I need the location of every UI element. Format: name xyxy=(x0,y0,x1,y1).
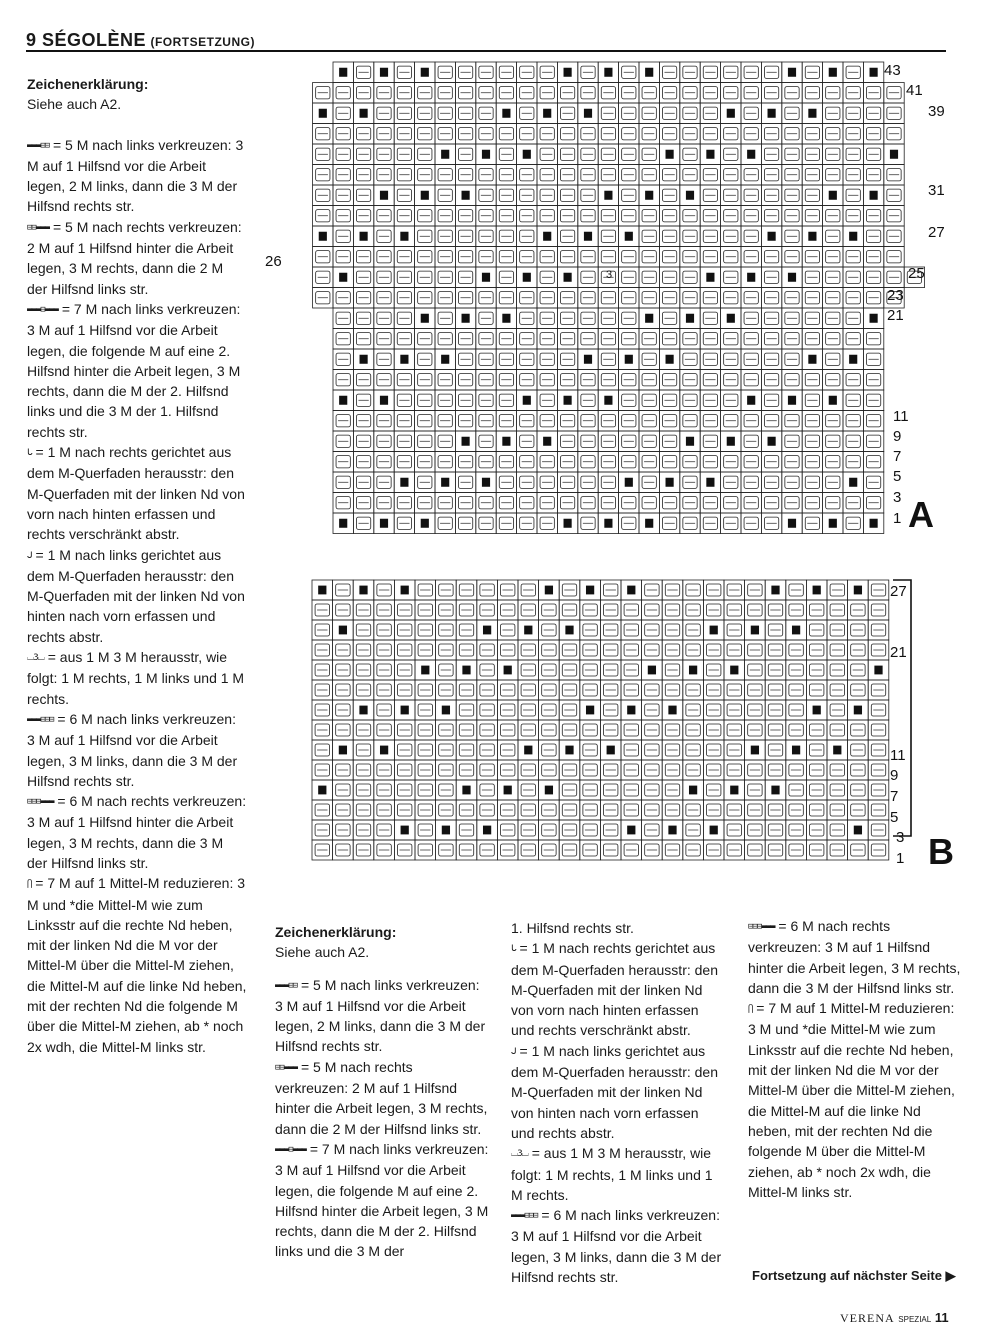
stitch-knit-icon xyxy=(706,150,714,159)
legend-item-text: = 1 M nach links gerichtet aus dem M-Querfaden herausstr: den M-Querfaden mit der linken Nd von hinten nach vorn erfassen und rechts abstr. xyxy=(27,546,245,645)
stitch-knit-icon xyxy=(483,626,491,635)
stitch-knit-icon xyxy=(625,355,633,364)
stitch-knit-icon xyxy=(442,706,450,715)
stitch-knit-icon xyxy=(504,786,512,795)
row-number: 31 xyxy=(928,182,945,199)
stitch-knit-icon xyxy=(792,626,800,635)
chart-a-label: A xyxy=(908,494,934,535)
stitch-knit-icon xyxy=(524,746,532,755)
stitch-knit-icon xyxy=(771,786,779,795)
stitch-knit-icon xyxy=(727,437,735,446)
row-number: 26 xyxy=(265,253,282,270)
legend-item-text: = 1 M nach rechts gerichtet aus dem M-Querfaden herausstr: den M-Querfaden mit der linken Nd von vorn nach hinten erfassen und rechts verschränkt abstr. xyxy=(511,940,718,1039)
stitch-knit-icon xyxy=(421,191,429,200)
row-number: 9 xyxy=(890,767,899,784)
row-number: 27 xyxy=(928,224,945,241)
stitch-knit-icon xyxy=(808,355,816,364)
legend-item-text: = 1 M nach links gerichtet aus dem M-Querfaden herausstr: den M-Querfaden mit der linken Nd von hinten nach vorn erfassen und rechts abstr. xyxy=(511,1042,718,1141)
stitch-knit-icon xyxy=(502,437,510,446)
stitch-knit-icon xyxy=(727,109,735,118)
stitch-knit-icon xyxy=(565,746,573,755)
stitch-knit-icon xyxy=(870,314,878,323)
stitch-symbol-icon: ᒍ xyxy=(27,550,32,561)
legend-item-text: = 6 M nach links verkreuzen: 3 M auf 1 Hilfsnd vor die Arbeit legen, 3 M links, dann die 3 M der Hilfsnd rechts str. xyxy=(511,1207,722,1286)
stitch-knit-icon xyxy=(584,232,592,241)
stitch-knit-icon xyxy=(604,68,612,77)
stitch-knit-icon xyxy=(727,314,735,323)
row-number: 39 xyxy=(928,103,945,120)
stitch-knit-icon xyxy=(339,68,347,77)
stitch-knit-icon xyxy=(833,746,841,755)
stitch-knit-icon xyxy=(543,437,551,446)
stitch-symbol-icon: ▬▬▬⊟⊟⊟ xyxy=(27,714,54,725)
stitch-knit-icon xyxy=(483,826,491,835)
row-number: 25 xyxy=(908,265,925,282)
stitch-knit-icon xyxy=(380,396,388,405)
stitch-knit-icon xyxy=(747,273,755,282)
stitch-knit-icon xyxy=(462,437,470,446)
stitch-knit-icon xyxy=(482,273,490,282)
stitch-knit-icon xyxy=(710,826,718,835)
stitch-knit-icon xyxy=(400,232,408,241)
stitch-knit-icon xyxy=(870,191,878,200)
legend-item-text: = 6 M nach links verkreuzen: 3 M auf 1 Hilfsnd vor die Arbeit legen, 3 M links, dann die 3 M der Hilfsnd rechts str. xyxy=(27,710,238,789)
stitch-knit-icon xyxy=(854,586,862,595)
page-footer xyxy=(840,1310,949,1326)
stitch-knit-icon xyxy=(318,586,326,595)
stitch-knit-icon xyxy=(829,68,837,77)
stitch-knit-icon xyxy=(710,626,718,635)
legend-item-text: = 7 M nach links verkreuzen: 3 M auf 1 Hilfsnd vor die Arbeit legen, die folgende M auf eine 2. Hilfsnd hinter die Arbeit legen, 3 M rechts, dann die M der 2. Hilfsnd links und die 3 M der xyxy=(275,1140,489,1260)
stitch-knit-icon xyxy=(380,191,388,200)
stitch-knit-icon xyxy=(890,150,898,159)
row-number: 11 xyxy=(893,408,909,425)
stitch-knit-icon xyxy=(604,396,612,405)
stitch-knit-icon xyxy=(645,519,653,528)
stitch-symbol-icon: ᒐ xyxy=(511,944,516,955)
legend-item-text: = 5 M nach links verkreuzen: 3 M auf 1 Hilfsnd vor die Arbeit legen, 2 M links, dann die 3 M der Hilfsnd rechts str. xyxy=(27,136,244,215)
stitch-knit-icon xyxy=(421,519,429,528)
stitch-symbol-icon: ▬▬▬⊟⊟ xyxy=(275,980,298,991)
stitch-knit-icon xyxy=(854,706,862,715)
stitch-knit-icon xyxy=(849,355,857,364)
row-number: 3 xyxy=(893,489,902,506)
stitch-knit-icon xyxy=(524,626,532,635)
stitch-knit-icon xyxy=(788,519,796,528)
stitch-knit-icon xyxy=(874,666,882,675)
stitch-knit-icon xyxy=(360,109,368,118)
stitch-knit-icon xyxy=(768,437,776,446)
chart-b-row-labels xyxy=(890,583,907,867)
chart-b-grid xyxy=(312,580,889,860)
stitch-knit-icon xyxy=(668,826,676,835)
stitch-knit-icon xyxy=(543,232,551,241)
stitch-knit-icon xyxy=(604,519,612,528)
stitch-knit-icon xyxy=(401,826,409,835)
stitch-symbol-icon: ⋂ xyxy=(27,879,32,890)
stitch-knit-icon xyxy=(870,68,878,77)
row-number: 27 xyxy=(890,583,907,600)
stitch-knit-icon xyxy=(339,626,347,635)
legend-item-text: = 5 M nach links verkreuzen: 3 M auf 1 Hilfsnd vor die Arbeit legen, 2 M links, dann die 3 M der Hilfsnd rechts str. xyxy=(275,976,486,1055)
stitch-symbol-icon: ▬▬▬⊟⊟ xyxy=(27,140,50,151)
stitch-knit-icon xyxy=(564,273,572,282)
stitch-knit-icon xyxy=(706,478,714,487)
stitch-knit-icon xyxy=(849,232,857,241)
stitch-knit-icon xyxy=(318,786,326,795)
stitch-symbol-icon: ⋂ xyxy=(748,1004,753,1015)
stitch-knit-icon xyxy=(771,586,779,595)
stitch-knit-icon xyxy=(319,232,327,241)
stitch-knit-icon xyxy=(462,314,470,323)
stitch-knit-icon xyxy=(706,273,714,282)
row-number: 43 xyxy=(884,62,901,79)
stitch-knit-icon xyxy=(564,396,572,405)
stitch-knit-icon xyxy=(813,706,821,715)
stitch-knit-icon xyxy=(523,273,531,282)
stitch-knit-icon xyxy=(625,478,633,487)
stitch-knit-icon xyxy=(441,478,449,487)
legend-item-text: = 5 M nach rechts verkreuzen: 2 M auf 1 Hilfsnd hinter die Arbeit legen, 3 M rechts, dann die 2 M der Hilfsnd links str. xyxy=(275,1058,488,1137)
row-number: 23 xyxy=(887,287,904,304)
row-number: 7 xyxy=(893,448,902,465)
stitch-knit-icon xyxy=(502,109,510,118)
stitch-knit-icon xyxy=(645,68,653,77)
stitch-knit-icon xyxy=(545,786,553,795)
stitch-knit-icon xyxy=(584,109,592,118)
stitch-knit-icon xyxy=(421,68,429,77)
stitch-knit-icon xyxy=(689,666,697,675)
row-number: 3 xyxy=(896,829,905,846)
stitch-knit-icon xyxy=(482,478,490,487)
row-number: 21 xyxy=(887,307,904,324)
stitch-knit-icon xyxy=(854,826,862,835)
stitch-knit-icon xyxy=(360,232,368,241)
stitch-symbol-icon: ᒐ xyxy=(27,448,32,459)
stitch-symbol-icon: ᒍ xyxy=(511,1046,516,1057)
stitch-knit-icon xyxy=(627,586,635,595)
legend-bottom-see-also: Siehe auch A2. xyxy=(275,944,370,961)
stitch-knit-icon xyxy=(808,232,816,241)
stitch-knit-icon xyxy=(849,478,857,487)
stitch-knit-icon xyxy=(462,191,470,200)
stitch-knit-icon xyxy=(627,706,635,715)
legend-item-text: = 6 M nach rechts verkreuzen: 3 M auf 1 Hilfsnd hinter die Arbeit legen, 3 M rechts, dann die 3 M der Hilfsnd links str. xyxy=(27,793,247,871)
stitch-symbol-icon: ⌴3⌴ xyxy=(27,653,44,664)
stitch-knit-icon xyxy=(462,786,470,795)
stitch-knit-icon xyxy=(339,396,347,405)
stitch-knit-icon xyxy=(523,150,531,159)
stitch-knit-icon xyxy=(339,746,347,755)
legend-title: Zeichenerklärung: xyxy=(27,76,149,92)
stitch-knit-icon xyxy=(829,519,837,528)
stitch-knit-icon xyxy=(788,273,796,282)
chart-a-center-symbol: 3 xyxy=(606,269,613,281)
stitch-symbol-icon: ⊟⊟▬▬▬ xyxy=(27,222,50,233)
legend-item-text: = aus 1 M 3 M herausstr, wie folgt: 1 M rechts, 1 M links und 1 M rechts. xyxy=(27,649,245,707)
stitch-knit-icon xyxy=(380,746,388,755)
stitch-knit-icon xyxy=(360,355,368,364)
stitch-knit-icon xyxy=(645,314,653,323)
stitch-knit-icon xyxy=(668,706,676,715)
stitch-knit-icon xyxy=(747,396,755,405)
legend-item-text: = 7 M auf 1 Mittel-M reduzieren: 3 M und *die Mittel-M wie zum Linksstr auf die rechte Nd heben, mit der linken Nd die M vor der Mittel-M über die Mittel-M ziehen, die Mittel-M auf die linke Nd heben, mit der rechten Nd die folgende M über die Mittel-M ziehen, ab * noch 2x wdh, die Mittel-M links str. xyxy=(748,1000,955,1200)
stitch-knit-icon xyxy=(607,746,615,755)
stitch-knit-icon xyxy=(730,666,738,675)
legend-see-also: Siehe auch A2. xyxy=(27,96,122,113)
stitch-knit-icon xyxy=(442,826,450,835)
stitch-knit-icon xyxy=(751,626,759,635)
legend-item-text: = aus 1 M 3 M herausstr, wie folgt: 1 M rechts, 1 M links und 1 M rechts. xyxy=(511,1145,713,1203)
stitch-knit-icon xyxy=(584,355,592,364)
stitch-knit-icon xyxy=(339,519,347,528)
row-number: 1 xyxy=(893,510,902,527)
stitch-knit-icon xyxy=(380,68,388,77)
magazine-sub: SPEZIAL xyxy=(898,1315,932,1324)
stitch-knit-icon xyxy=(751,746,759,755)
stitch-knit-icon xyxy=(730,786,738,795)
stitch-symbol-icon: ▬▬▬⊟▬▬▬ xyxy=(27,304,58,315)
stitch-knit-icon xyxy=(686,437,694,446)
stitch-knit-icon xyxy=(339,273,347,282)
magazine-brand: VERENA xyxy=(840,1311,895,1325)
legend-item-text: = 7 M auf 1 Mittel-M reduzieren: 3 M und *die Mittel-M wie zum Linksstr auf die rechte Nd heben, mit der linken Nd die M vor der Mittel-M über die Mittel-M ziehen, die Mittel-M auf die linke Nd heben, mit der rechten Nd die folgende M über die Mittel-M ziehen, ab * noch 2x wdh, die Mittel-M links str. xyxy=(27,875,247,1055)
stitch-knit-icon xyxy=(829,191,837,200)
row-number: 11 xyxy=(890,747,906,764)
stitch-knit-icon xyxy=(441,355,449,364)
legend-item-text: = 1 M nach rechts gerichtet aus dem M-Querfaden herausstr: den M-Querfaden mit der linken Nd von vorn nach hinten erfassen und rechts verschränkt abstr. xyxy=(27,444,245,543)
stitch-knit-icon xyxy=(545,586,553,595)
stitch-knit-icon xyxy=(441,150,449,159)
row-number: 21 xyxy=(890,644,907,661)
stitch-knit-icon xyxy=(768,109,776,118)
stitch-symbol-icon: ⊟⊟⊟▬▬▬ xyxy=(27,797,54,808)
row-number: 9 xyxy=(893,428,902,445)
stitch-knit-icon xyxy=(645,191,653,200)
stitch-knit-icon xyxy=(586,586,594,595)
pattern-title: 9 SÉGOLÈNE xyxy=(26,30,147,50)
stitch-knit-icon xyxy=(319,109,327,118)
pattern-subtitle: (FORTSETZUNG) xyxy=(150,35,255,49)
stitch-knit-icon xyxy=(813,586,821,595)
chart-a-grid xyxy=(313,62,925,534)
page-number: 11 xyxy=(934,1310,949,1325)
legend-bottom-title: Zeichenerklärung: xyxy=(275,924,397,940)
stitch-knit-icon xyxy=(462,666,470,675)
stitch-symbol-icon: ▬▬▬⊟▬▬▬ xyxy=(275,1144,306,1155)
stitch-knit-icon xyxy=(400,478,408,487)
stitch-knit-icon xyxy=(523,396,531,405)
stitch-symbol-icon: ⊟⊟⊟▬▬▬ xyxy=(748,922,775,932)
stitch-knit-icon xyxy=(543,109,551,118)
stitch-knit-icon xyxy=(565,626,573,635)
chart-b-label: B xyxy=(928,831,954,872)
stitch-knit-icon xyxy=(401,706,409,715)
stitch-knit-icon xyxy=(829,396,837,405)
stitch-knit-icon xyxy=(502,314,510,323)
stitch-knit-icon xyxy=(625,232,633,241)
stitch-knit-icon xyxy=(401,586,409,595)
stitch-knit-icon xyxy=(788,396,796,405)
stitch-knit-icon xyxy=(792,746,800,755)
stitch-knit-icon xyxy=(808,109,816,118)
row-number: 1 xyxy=(896,850,905,867)
stitch-knit-icon xyxy=(564,68,572,77)
stitch-knit-icon xyxy=(359,586,367,595)
stitch-symbol-icon: ⊟⊟▬▬▬ xyxy=(275,1062,298,1073)
stitch-knit-icon xyxy=(666,150,674,159)
legend-item-text: = 5 M nach rechts verkreuzen: 2 M auf 1 Hilfsnd hinter die Arbeit legen, 3 M rechts, dann die 2 M der Hilfsnd links str. xyxy=(27,218,242,297)
stitch-knit-icon xyxy=(768,232,776,241)
legend-item-text: = 7 M nach links verkreuzen: 3 M auf 1 Hilfsnd vor die Arbeit legen, die folgende M auf eine 2. Hilfsnd hinter die Arbeit legen, 3 M rechts, dann die M der 2. Hilfsnd links und die 3 M der 1. Hilfsnd rechts str. xyxy=(27,300,241,440)
stitch-knit-icon xyxy=(788,68,796,77)
stitch-knit-icon xyxy=(482,150,490,159)
stitch-knit-icon xyxy=(870,519,878,528)
stitch-symbol-icon: ⌴3⌴ xyxy=(511,1149,528,1160)
row-number: 7 xyxy=(890,788,899,805)
stitch-knit-icon xyxy=(564,519,572,528)
stitch-knit-icon xyxy=(666,478,674,487)
stitch-knit-icon xyxy=(359,706,367,715)
continue-note: Fortsetzung auf nächster Seite ▶ xyxy=(752,1268,956,1283)
stitch-symbol-icon: ▬▬▬⊟⊟⊟ xyxy=(511,1211,538,1222)
stitch-knit-icon xyxy=(504,666,512,675)
stitch-knit-icon xyxy=(666,355,674,364)
row-number: 41 xyxy=(906,82,923,99)
stitch-knit-icon xyxy=(686,191,694,200)
row-number: 5 xyxy=(890,809,899,826)
row-number: 5 xyxy=(893,468,902,485)
stitch-knit-icon xyxy=(421,314,429,323)
stitch-knit-icon xyxy=(747,150,755,159)
stitch-knit-icon xyxy=(604,191,612,200)
stitch-knit-icon xyxy=(421,666,429,675)
stitch-knit-icon xyxy=(686,314,694,323)
stitch-knit-icon xyxy=(400,355,408,364)
legend-item-text: = 6 M nach rechts verkreuzen: 3 M auf 1 Hilfsnd hinter die Arbeit legen, 3 M rechts, dann die 3 M der Hilfsnd links str. xyxy=(748,918,961,996)
stitch-knit-icon xyxy=(627,826,635,835)
stitch-knit-icon xyxy=(689,786,697,795)
stitch-knit-icon xyxy=(380,519,388,528)
legend-bottom-lead: 1. Hilfsnd rechts str. xyxy=(511,920,634,936)
stitch-knit-icon xyxy=(586,706,594,715)
stitch-knit-icon xyxy=(648,666,656,675)
